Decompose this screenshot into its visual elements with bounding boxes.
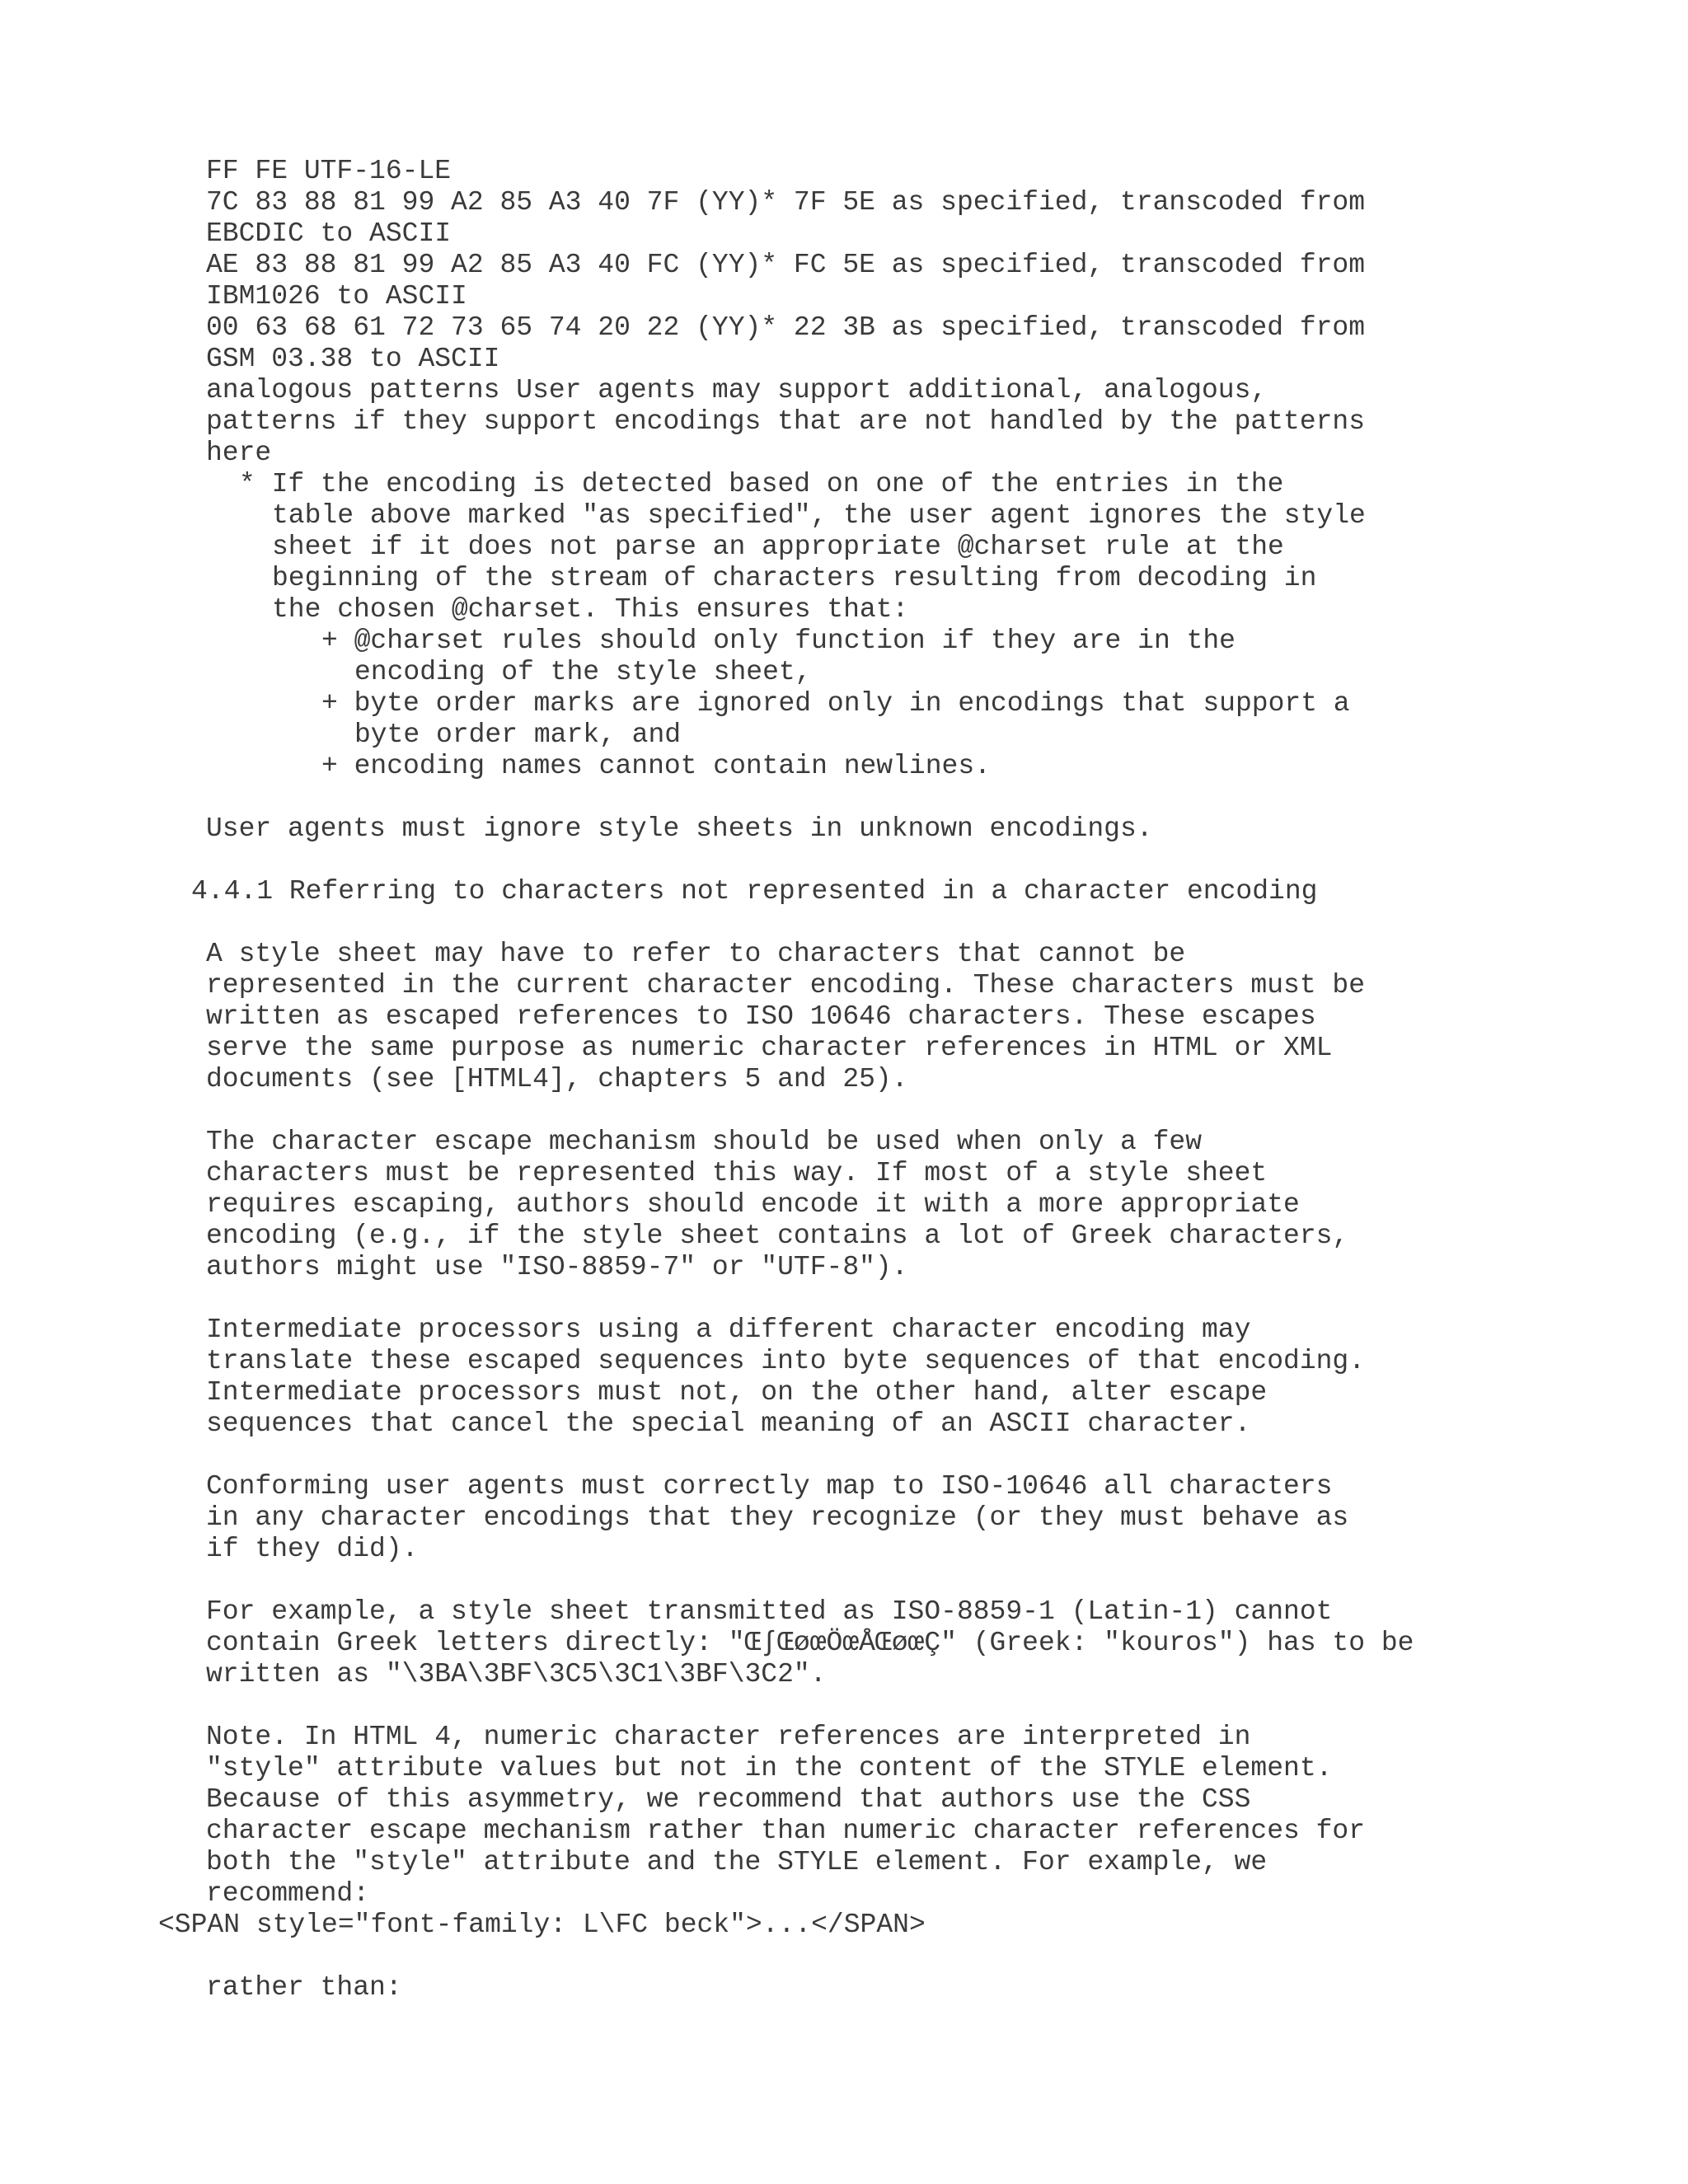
- text-line: written as escaped references to ISO 10646 characters. These escapes: [206, 1001, 1316, 1032]
- text-line: FF FE UTF-16-LE: [206, 156, 452, 186]
- text-line: rather than:: [206, 1972, 402, 2003]
- text-line: Note. In HTML 4, numeric character references are interpreted in: [206, 1722, 1251, 1752]
- text-line: requires escaping, authors should encode it with a more appropriate: [206, 1189, 1300, 1220]
- text-line: sequences that cancel the special meaning of an ASCII character.: [206, 1408, 1251, 1439]
- text-line: Conforming user agents must correctly map to ISO-10646 all characters: [206, 1471, 1333, 1502]
- text-line: in any character encodings that they recognize (or they must behave as: [206, 1502, 1349, 1533]
- text-line: serve the same purpose as numeric character references in HTML or XML: [206, 1033, 1333, 1063]
- text-line: characters must be represented this way. If most of a style sheet: [206, 1158, 1268, 1188]
- text-line: sheet if it does not parse an appropriate @charset rule at the: [272, 532, 1284, 562]
- text-line: character escape mechanism rather than numeric character references for: [206, 1816, 1366, 1846]
- text-line: Intermediate processors must not, on the other hand, alter escape: [206, 1377, 1268, 1408]
- text-line: both the "style" attribute and the STYLE element. For example, we: [206, 1847, 1268, 1877]
- text-line: translate these escaped sequences into byte sequences of that encoding.: [206, 1346, 1366, 1376]
- text-line: table above marked "as specified", the user agent ignores the style: [272, 500, 1366, 531]
- code-example: <SPAN style="font-family: L\FC beck">...</SPAN>: [158, 1910, 926, 1940]
- text-line: encoding of the style sheet,: [354, 657, 812, 687]
- text-line: GSM 03.38 to ASCII: [206, 344, 500, 374]
- text-line: written as "\3BA\3BF\3C5\3C1\3BF\3C2".: [206, 1659, 827, 1690]
- text-line: A style sheet may have to refer to characters that cannot be: [206, 939, 1186, 969]
- list-item: + byte order marks are ignored only in encodings that support a: [321, 688, 1350, 719]
- section-heading: 4.4.1 Referring to characters not represented in a character encoding: [191, 876, 1318, 907]
- text-line: contain Greek letters directly: "Œ∫ŒøœÖœÅŒøœÇ" (Greek: "kouros") has to be: [206, 1628, 1414, 1658]
- text-line: the chosen @charset. This ensures that:: [272, 594, 909, 625]
- footnote-item: * If the encoding is detected based on one of the entries in the: [239, 469, 1284, 499]
- text-line: "style" attribute values but not in the content of the STYLE element.: [206, 1753, 1333, 1783]
- text-line: analogous patterns User agents may support additional, analogous,: [206, 375, 1268, 405]
- list-item: + @charset rules should only function if they are in the: [321, 626, 1236, 656]
- text-line: Intermediate processors using a different character encoding may: [206, 1315, 1251, 1345]
- text-line: Because of this asymmetry, we recommend that authors use the CSS: [206, 1784, 1251, 1815]
- text-line: 00 63 68 61 72 73 65 74 20 22 (YY)* 22 3B as specified, transcoded from: [206, 312, 1366, 343]
- text-line: if they did).: [206, 1534, 419, 1564]
- text-line: patterns if they support encodings that are not handled by the patterns: [206, 406, 1366, 437]
- text-line: represented in the current character encoding. These characters must be: [206, 970, 1366, 1001]
- text-line: AE 83 88 81 99 A2 85 A3 40 FC (YY)* FC 5E as specified, transcoded from: [206, 250, 1366, 280]
- text-line: recommend:: [206, 1878, 370, 1909]
- text-line: 7C 83 88 81 99 A2 85 A3 40 7F (YY)* 7F 5E as specified, transcoded from: [206, 187, 1366, 218]
- text-line: authors might use "ISO-8859-7" or "UTF-8").: [206, 1252, 908, 1282]
- text-line: encoding (e.g., if the style sheet contains a lot of Greek characters,: [206, 1221, 1349, 1251]
- text-line: documents (see [HTML4], chapters 5 and 25).: [206, 1064, 908, 1094]
- text-line: User agents must ignore style sheets in unknown encodings.: [206, 813, 1153, 844]
- text-line: For example, a style sheet transmitted as ISO-8859-1 (Latin-1) cannot: [206, 1596, 1333, 1627]
- text-line: here: [206, 438, 272, 468]
- text-line: The character escape mechanism should be used when only a few: [206, 1127, 1202, 1157]
- text-line: byte order mark, and: [354, 719, 682, 750]
- text-line: EBCDIC to ASCII: [206, 218, 452, 249]
- list-item: + encoding names cannot contain newlines.: [321, 751, 991, 781]
- text-line: beginning of the stream of characters resulting from decoding in: [272, 563, 1317, 593]
- text-line: IBM1026 to ASCII: [206, 281, 467, 312]
